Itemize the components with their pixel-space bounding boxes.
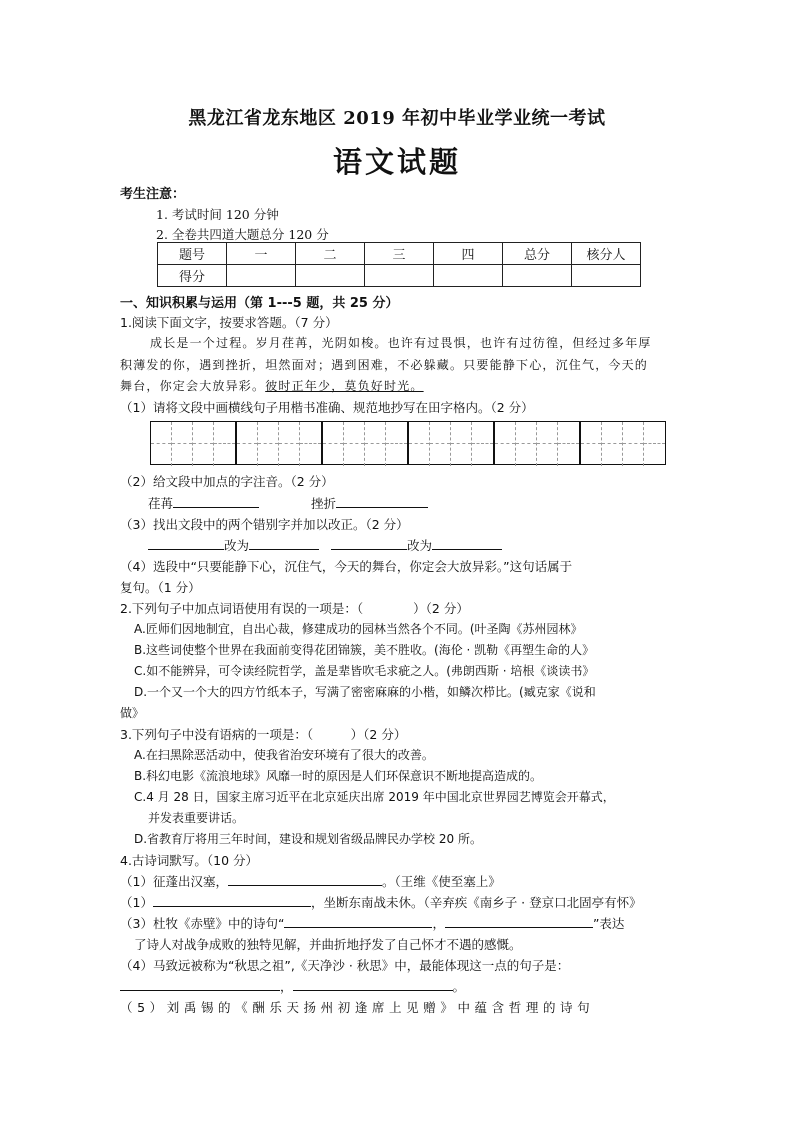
q3-option-a: A.在扫黑除恶活动中，使我省治安环境有了很大的改善。 [134,748,434,762]
score-cell[interactable] [503,265,572,287]
q4-sub-2-prefix: （1） [120,895,153,910]
notice-heading: 考生注意： [120,187,186,202]
correction-blank-2[interactable] [432,536,502,550]
score-table-header-cell: 四 [434,243,503,265]
section-1-heading: 一、知识积累与运用（第 1---5 题，共 25 分） [120,296,399,311]
score-table [157,242,641,287]
typo-blank-1[interactable] [148,536,224,550]
q1-passage-line-2: 积薄发的你，遇到挫折，坦然面对；遇到困难，不必躲藏。只要能静下心，沉住气，今天的 [120,358,649,372]
q2-option-b: B.这些词使整个世界在我面前变得花团锦簇，美不胜收。(海伦 · 凯勒《再塑生命的人》 [134,643,595,657]
score-table-header-cell: 题号 [158,243,227,265]
q2-option-d-line-2: 做》 [120,706,145,720]
q4-sub-3-line-2: 了诗人对战争成败的独特见解，并曲折地抒发了自己怀才不遇的感慨。 [134,937,522,952]
score-table-header-cell: 三 [365,243,434,265]
q4-sub-1-prefix: （1）征蓬出汉塞， [120,874,228,889]
q3-option-d: D.省教育厅将用三年时间，建设和规划省级品牌民办学校 20 所。 [134,832,482,846]
q4-sub-5: （5）刘禹锡的《酬乐天扬州初逢席上见赠》中蕴含哲理的诗句 [120,1000,595,1015]
q1-sub-2: （2）给文段中加点的字注音。（2 分） [120,474,334,489]
change-to-label: 改为 [406,538,432,553]
tianzige-group [322,421,408,465]
q1-word-cuozhe: 挫折 [310,496,336,511]
change-to-label: 改为 [224,538,250,553]
q4-sub-4-line-1: （4）马致远被称为“秋思之祖”,《天净沙 · 秋思》中，最能体现这一点的句子是： [120,958,570,973]
q4-stem: 4.古诗词默写。（10 分） [120,853,259,868]
pinyin-blank-2[interactable] [336,494,428,508]
typo-blank-2[interactable] [331,536,407,550]
score-cell[interactable] [227,265,296,287]
score-cell[interactable] [296,265,365,287]
poem-blank[interactable] [120,977,280,991]
q3-option-c-line-1: C.4 月 28 日，国家主席习近平在北京延庆出席 2019 年中国北京世界园艺博览会开幕式， [134,790,615,804]
tianzige-group [494,421,580,465]
q1-pinyin-row [148,494,428,512]
q4-sub-3-comma: ， [432,916,445,931]
score-table-score-label: 得分 [158,265,227,287]
q1-passage-line-3 [120,377,424,394]
score-table-score-row [158,265,641,287]
score-table-header-cell: 二 [296,243,365,265]
q1-sub-4-line-2: 复句。（1 分） [120,580,201,595]
q1-underlined-sentence: 彼时正年少，莫负好时光。 [265,379,424,393]
poem-blank[interactable] [228,872,382,886]
q2-option-c: C.如不能辨异，可令读经院哲学，盖是辈皆吹毛求疵之人。(弗朗西斯 · 培根《谈读书》 [134,664,595,678]
q4-sub-2 [120,893,642,911]
score-table-header-cell: 一 [227,243,296,265]
tianzige-grid[interactable] [150,421,666,465]
q1-sub-1: （1）请将文段中画横线句子用楷书准确、规范地抄写在田字格内。（2 分） [120,400,534,415]
score-cell[interactable] [572,265,641,287]
q1-stem: 1.阅读下面文字，按要求答题。（7 分） [120,315,338,330]
q3-option-c-line-2: 并发表重要讲话。 [148,811,245,825]
q1-sub-4-line-1: （4）选段中“只要能静下心，沉住气，今天的舞台，你定会大放异彩。”这句话属于 [120,559,573,574]
tianzige-group [580,421,666,465]
q1-word-renran: 荏苒 [148,496,174,511]
q1-passage-line-1: 成长是一个过程。岁月荏苒，光阴如梭。也许有过畏惧，也许有过彷徨，但经过多年厚 [150,336,652,350]
q1-passage-line-3-text: 舞台，你定会大放异彩。 [120,379,266,393]
correction-blank-1[interactable] [249,536,319,550]
q3-option-b: B.科幻电影《流浪地球》风靡一时的原因是人们环保意识不断地提高造成的。 [134,769,543,783]
q4-sub-3-prefix: （3）杜牧《赤壁》中的诗句“ [120,916,285,931]
poem-blank[interactable] [445,914,593,928]
q4-sub-1 [120,872,501,890]
q1-sub-3: （3）找出文段中的两个错别字并加以改正。（2 分） [120,517,409,532]
poem-blank[interactable] [293,977,453,991]
q4-sub-1-suffix: 。（王维《使至塞上》 [381,874,501,889]
tianzige-group [408,421,494,465]
notice-item-score: 2. 全卷共四道大题总分 120 分 [156,227,329,242]
q4-sub-3-suffix: ”表达 [592,916,625,931]
notice-item-time: 1. 考试时间 120 分钟 [156,207,279,222]
q4-sub-4-period: 。 [452,979,466,994]
exam-title: 黑龙江省龙东地区 2019 年初中毕业学业统一考试 [188,108,606,129]
q4-sub-4-line-2 [120,977,465,995]
score-table-header-row [158,243,641,265]
score-table-header-cell: 总分 [503,243,572,265]
q4-sub-4-comma: ， [280,979,293,994]
q4-sub-2-suffix: ，坐断东南战未休。（辛弃疾《南乡子 · 登京口北固亭有怀》 [310,895,642,910]
poem-blank[interactable] [284,914,432,928]
q2-stem: 2.下列句子中加点词语使用有误的一项是：（ ）（2 分） [120,601,469,616]
tianzige-group [150,421,236,465]
poem-blank[interactable] [153,893,311,907]
pinyin-blank-1[interactable] [173,494,259,508]
score-table-header-cell: 核分人 [572,243,641,265]
score-cell[interactable] [365,265,434,287]
q4-sub-3 [120,914,624,932]
q2-option-a: A.匠师们因地制宜，自出心裁，修建成功的园林当然各个不同。(叶圣陶《苏州园林》 [134,622,583,636]
exam-subject-title: 语文试题 [332,145,461,179]
score-cell[interactable] [434,265,503,287]
q3-stem: 3.下列句子中没有语病的一项是：（ ）（2 分） [120,727,407,742]
q1-typo-row [148,536,502,554]
tianzige-group [236,421,322,465]
q2-option-d-line-1: D.一个又一个大的四方竹纸本子，写满了密密麻麻的小楷，如鳞次栉比。(臧克家《说和 [134,685,596,699]
